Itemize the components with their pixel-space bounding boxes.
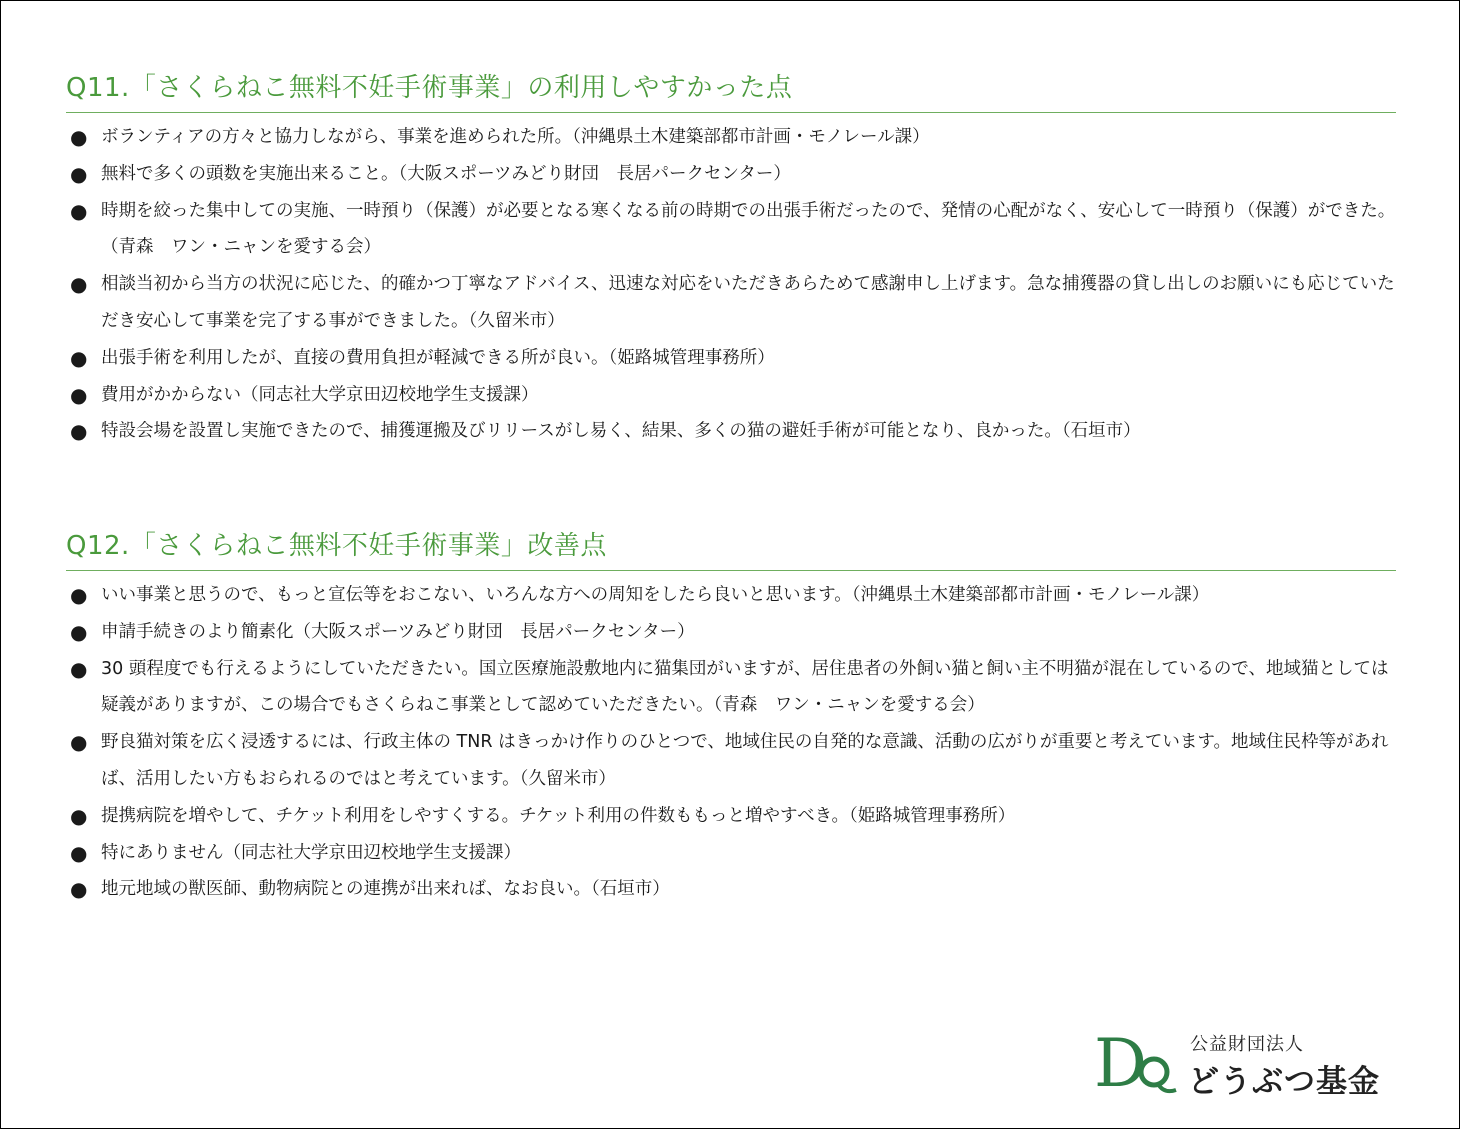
list-item-text: いい事業と思うので、もっと宣伝等をおこない、いろんな方への周知をしたら良いと思います。（沖縄県土木建築部都市計画・モノレール課） [101,585,1210,605]
list-item [66,377,1396,414]
bullet-icon: ● [70,803,88,828]
q11-list [66,119,1396,450]
svg-text:D: D [1094,1028,1147,1098]
list-item-text: 相談当初から当方の状況に応じた、的確かつ丁寧なアドバイス、迅速な対応をいただきあらためて感謝申し上げます。急な捕獲器の貸し出しのお願いにも応じていただき安心して事業を完了する事ができました。（久留米市） [101,274,1395,331]
list-item [66,266,1396,340]
list-item [66,724,1396,798]
list-item [66,156,1396,193]
bullet-icon: ● [70,382,88,407]
list-item-text: 無料で多くの頭数を実施出来ること。（大阪スポーツみどり財団 長居パークセンター） [101,163,791,184]
list-item [66,651,1396,725]
list-item-text: 時期を絞った集中しての実施、一時預り（保護）が必要となる寒くなる前の時期での出張手術だったので、発情の心配がなく、安心して一時預り（保護）ができた。（青森 ワン・ニャンを愛する会） [101,200,1396,258]
bullet-icon: ● [70,877,88,902]
list-item-text: 出張手術を利用したが、直接の費用負担が軽減できる所が良い。（姫路城管理事務所） [101,347,775,368]
bullet-icon: ● [70,161,88,186]
foundation-logo [1094,1028,1394,1098]
bullet-icon: ● [70,583,88,607]
bullet-icon: ● [70,125,88,149]
bullet-icon: ● [70,272,88,297]
bullet-icon: ● [70,198,88,223]
list-item-text: 野良猫対策を広く浸透するには、行政主体の TNR はきっかけ作りのひとつで、地域住民の自発的な意識、活動の広がりが重要と考えています。地域住民枠等があれば、活用したい方もおられるのではと考えています。（久留米市） [101,732,1389,789]
list-item-text: 30 頭程度でも行えるようにしていただきたい。国立医療施設敷地内に猫集団がいますが、居住患者の外飼い猫と飼い主不明猫が混在しているので、地域猫としては疑義がありますが、この場合でもさくらねこ事業として認めていただきたい。（青森 ワン・ニャンを愛する会） [101,658,1389,716]
list-item [66,119,1396,156]
list-item [66,835,1396,872]
list-item-text: 地元地域の獣医師、動物病院との連携が出来れば、なお良い。（石垣市） [101,879,670,900]
dq-mark-icon [1094,1028,1184,1098]
list-item [66,614,1396,651]
logo-subtitle: 公益財団法人 [1190,1034,1304,1055]
bullet-icon: ● [70,619,88,644]
q11-title: Q11.「さくらねこ無料不妊手術事業」の利用しやすかった点 [66,72,1396,113]
list-item [66,340,1396,377]
q12-section [66,530,1396,908]
logo-name: どうぶつ基金 [1188,1064,1380,1100]
list-item [66,193,1396,267]
list-item-text: ボランティアの方々と協力しながら、事業を進められた所。（沖縄県土木建築部都市計画・モノレール課） [101,127,930,147]
list-item [66,413,1396,450]
list-item-text: 特にありません（同志社大学京田辺校地学生支援課） [101,842,521,863]
q11-section [66,72,1396,450]
list-item [66,577,1396,614]
list-item-text: 特設会場を設置し実施できたので、捕獲運搬及びリリースがし易く、結果、多くの猫の避妊手術が可能となり、良かった。（石垣市） [101,421,1141,442]
list-item [66,871,1396,908]
list-item-text: 提携病院を増やして、チケット利用をしやすくする。チケット利用の件数ももっと増やすべき。（姫路城管理事務所） [101,805,1016,826]
bullet-icon: ● [70,656,88,681]
bullet-icon: ● [70,730,88,755]
bullet-icon: ● [70,345,88,370]
list-item-text: 費用がかからない（同志社大学京田辺校地学生支援課） [101,384,539,405]
q12-list [66,577,1396,908]
list-item [66,798,1396,835]
list-item-text: 申請手続きのより簡素化（大阪スポーツみどり財団 長居パークセンター） [101,621,695,642]
bullet-icon: ● [70,419,88,444]
bullet-icon: ● [70,840,88,865]
q12-title: Q12.「さくらねこ無料不妊手術事業」改善点 [66,530,1396,571]
